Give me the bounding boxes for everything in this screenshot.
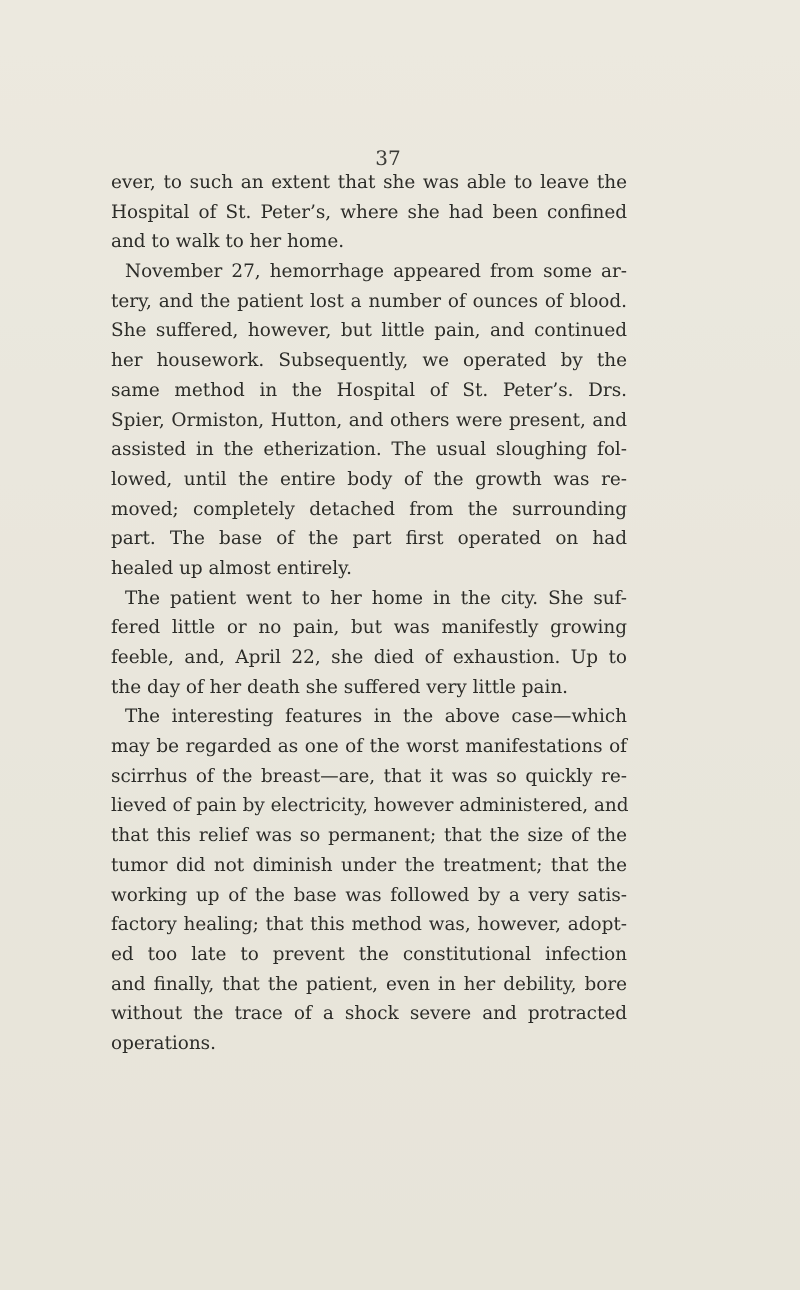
text-line: that this relief was so permanent; that the size of the [111, 825, 627, 847]
text-line: her housework. Subsequently, we operated by the [111, 350, 627, 372]
text-line: assisted in the etherization. The usual sloughing fol- [111, 439, 627, 461]
text-line: fered little or no pain, but was manifestly growing [111, 617, 627, 639]
text-line: The interesting features in the above case—which [125, 706, 627, 728]
text-line: may be regarded as one of the worst manifestations of [111, 736, 627, 758]
text-line: the day of her death she suffered very little pain. [111, 676, 569, 698]
text-line: part. The base of the part first operated on had [111, 528, 627, 550]
text-line: without the trace of a shock severe and protracted [111, 1003, 627, 1025]
text-line: and to walk to her home. [111, 231, 345, 253]
text-line: tumor did not diminish under the treatment; that the [111, 854, 627, 876]
text-line: She suffered, however, but little pain, and continued [111, 320, 627, 342]
text-line: and finally, that the patient, even in her debility, bore [111, 973, 627, 995]
text-line: tery, and the patient lost a number of ounces of blood. [111, 290, 627, 312]
text-line: same method in the Hospital of St. Peter’s. Drs. [111, 379, 627, 401]
text-line: Hospital of St. Peter’s, where she had been confined [111, 201, 627, 223]
text-line: feeble, and, April 22, she died of exhaustion. Up to [111, 647, 627, 668]
text-line: working up of the base was followed by a very satis- [111, 884, 627, 906]
page-number: 37 [375, 146, 401, 170]
text-line: November 27, hemorrhage appeared from some ar- [125, 261, 627, 283]
text-line: moved; completely detached from the surrounding [111, 498, 627, 520]
text-line: lieved of pain by electricity, however administered, and [111, 795, 629, 817]
text-line: healed up almost entirely. [111, 557, 352, 579]
text-line: factory healing; that this method was, however, adopt- [111, 914, 627, 936]
text-line: The patient went to her home in the city. She suf- [125, 587, 627, 609]
body-text [111, 168, 627, 1059]
text-line: scirrhus of the breast—are, that it was so quickly re- [111, 765, 627, 787]
text-line: lowed, until the entire body of the growth was re- [111, 468, 627, 490]
text-line: ed too late to prevent the constitutional infection [111, 943, 627, 965]
text-line: Spier, Ormiston, Hutton, and others were present, and [111, 409, 627, 431]
text-line: operations. [111, 1032, 216, 1054]
text-line: ever, to such an extent that she was able to leave the [111, 172, 627, 193]
